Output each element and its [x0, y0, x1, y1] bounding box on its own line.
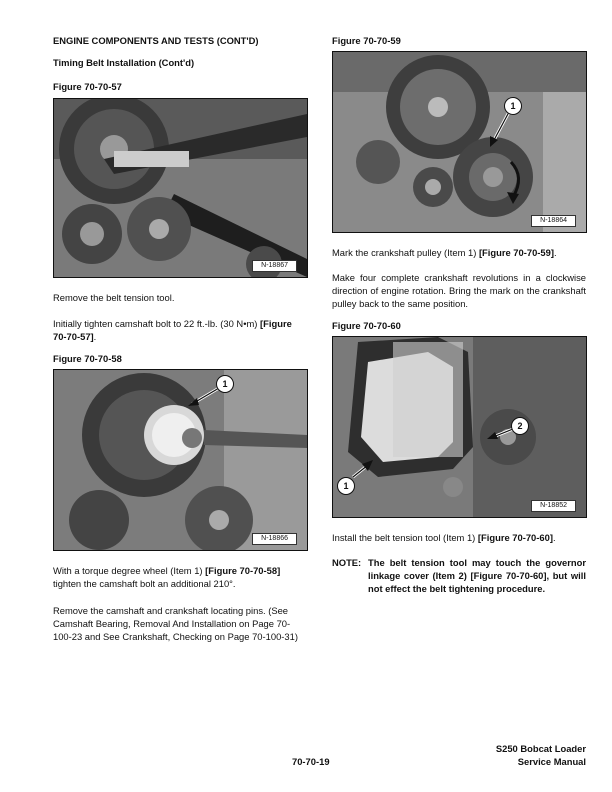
figure-59-photo: [332, 51, 587, 233]
figure-60-photo: [332, 336, 587, 518]
figure-60-arrows: [333, 337, 586, 517]
paragraph-remove-tool: Remove the belt tension tool.: [53, 292, 175, 303]
page-number: 70-70-19: [292, 756, 330, 767]
section-title: ENGINE COMPONENTS AND TESTS (CONT'D): [53, 35, 259, 46]
figure-59-arrow: [333, 52, 586, 232]
figure-58-arrow: [54, 370, 307, 550]
figure-57-caption: Figure 70-70-57: [53, 81, 122, 92]
figure-60-caption: Figure 70-70-60: [332, 320, 401, 331]
subsection-title: Timing Belt Installation (Cont'd): [53, 57, 195, 68]
figure-60-reference: [Figure 70-70-60]: [477, 532, 553, 543]
figure-60-callout-1: 1: [337, 477, 355, 495]
paragraph-remove-pins: Remove the camshaft and crankshaft locating pins. (See Camshaft Bearing, Removal And Installation on Page 70-100-23 and See Crankshaft, Checking on Page 70-100-31): [53, 605, 298, 642]
footer-product: S250 Bobcat Loader: [495, 743, 586, 754]
paragraph-install-tool: Install the belt tension tool (Item 1) [Figure 70-70-60].: [332, 532, 556, 543]
figure-58-caption: Figure 70-70-58: [53, 353, 122, 364]
figure-60-callout-2: 2: [511, 417, 529, 435]
figure-60-label: N-18852: [531, 500, 576, 512]
footer-manual: Service Manual: [517, 756, 586, 767]
figure-59-caption: Figure 70-70-59: [332, 35, 401, 46]
figure-57-label: N-18867: [252, 260, 297, 272]
note-text: The belt tension tool may touch the governor linkage cover (Item 2) [Figure 70-70-60], but will not effect the belt tightening procedure.: [368, 557, 586, 594]
note-label: NOTE:: [332, 557, 362, 568]
paragraph-mark-pulley: Mark the crankshaft pulley (Item 1) [Figure 70-70-59].: [332, 247, 557, 258]
figure-58-reference: [Figure 70-70-58]: [205, 565, 281, 576]
figure-58-callout-1: 1: [216, 375, 234, 393]
figure-58-photo: [53, 369, 308, 551]
paragraph-tighten-bolt: Initially tighten camshaft bolt to 22 ft.-lb. (30 N•m) [Figure 70-70-57].: [53, 318, 292, 342]
figure-59-label: N-18864: [531, 215, 576, 227]
figure-59-reference: [Figure 70-70-59]: [478, 247, 554, 258]
paragraph-crank-revolutions: Make four complete crankshaft revolutions in a clockwise direction of engine rotation. Bring the mark on the crankshaft pulley back to the same position.: [332, 272, 586, 309]
figure-57-photo: [53, 98, 308, 278]
figure-59-callout-1: 1: [504, 97, 522, 115]
figure-58-label: N-18866: [252, 533, 297, 545]
figure-57-reference: [Figure 70-70-57]: [53, 318, 292, 342]
paragraph-torque-wheel: With a torque degree wheel (Item 1) [Figure 70-70-58] tighten the camshaft bolt an additional 210°.: [53, 565, 281, 589]
